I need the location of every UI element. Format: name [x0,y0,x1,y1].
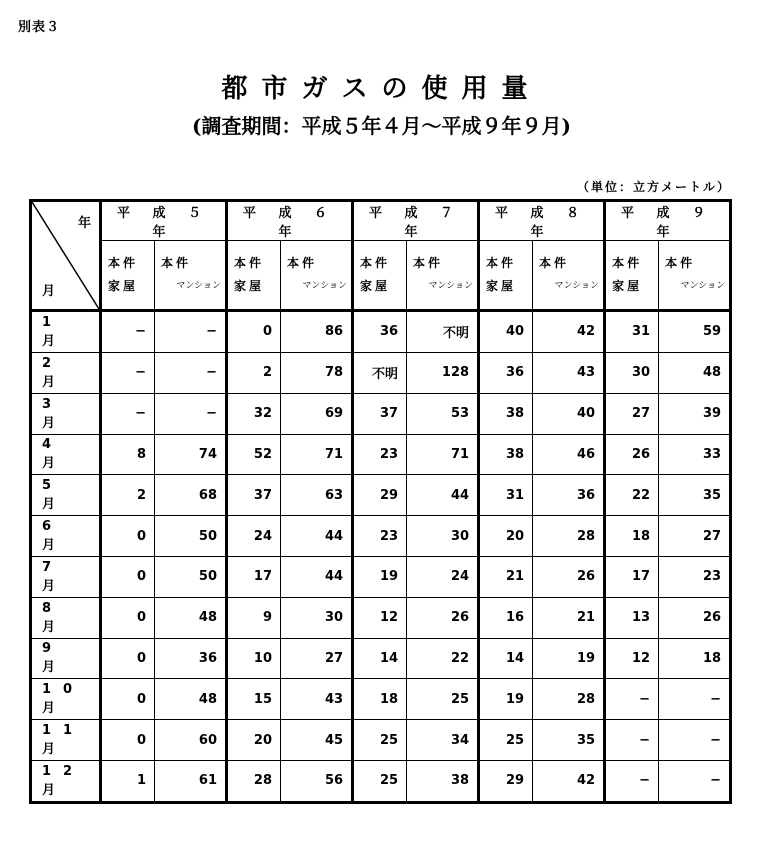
year-header: 平 成 ９ 年 [605,201,731,241]
mansion-usage-cell: 34 [407,720,479,761]
house-usage-cell: 14 [479,638,533,679]
table-row [31,475,731,516]
house-usage-cell: 2 [227,352,281,393]
house-usage-cell: 26 [605,434,659,475]
house-usage-cell: 15 [227,679,281,720]
mansion-usage-cell: 71 [407,434,479,475]
house-usage-cell: 29 [353,475,407,516]
mansion-header-line1: 本件 [161,256,192,270]
house-usage-cell: 14 [353,638,407,679]
mansion-usage-cell: 22 [407,638,479,679]
mansion-usage-cell: − [155,393,227,434]
house-usage-cell: − [605,720,659,761]
house-column-header [227,241,281,311]
month-cell: 7 月 [31,556,101,597]
house-header-line2: 家屋 [360,279,391,293]
corner-month-label: 月 [42,284,56,299]
house-usage-cell: 13 [605,597,659,638]
house-usage-cell: 25 [479,720,533,761]
mansion-usage-cell: 42 [533,311,605,353]
mansion-header-line2: マンション [176,281,222,291]
house-usage-cell: 12 [353,597,407,638]
mansion-usage-cell: 18 [659,638,731,679]
table-row [31,679,731,720]
mansion-usage-cell: 56 [281,760,353,802]
table-row [31,352,731,393]
mansion-usage-cell: 44 [407,475,479,516]
mansion-usage-cell: 21 [533,597,605,638]
table-row [31,434,731,475]
mansion-usage-cell: − [659,720,731,761]
mansion-usage-cell: 46 [533,434,605,475]
house-usage-cell: − [101,352,155,393]
house-usage-cell: 31 [479,475,533,516]
house-usage-cell: 0 [227,311,281,353]
month-cell: 11 月 [31,720,101,761]
house-usage-cell: 38 [479,393,533,434]
mansion-usage-cell: 63 [281,475,353,516]
mansion-usage-cell: 50 [155,556,227,597]
mansion-usage-cell: 69 [281,393,353,434]
mansion-usage-cell: 25 [407,679,479,720]
mansion-column-header [407,241,479,311]
house-usage-cell: 25 [353,720,407,761]
table-row [31,311,731,353]
house-header-line1: 本件 [360,256,391,270]
mansion-usage-cell: 53 [407,393,479,434]
mansion-usage-cell: 26 [659,597,731,638]
mansion-usage-cell: 128 [407,352,479,393]
house-usage-cell: 16 [479,597,533,638]
mansion-column-header [533,241,605,311]
mansion-header-line1: 本件 [287,256,318,270]
mansion-usage-cell: 86 [281,311,353,353]
house-usage-cell: 52 [227,434,281,475]
mansion-usage-cell: 23 [659,556,731,597]
house-usage-cell: 36 [353,311,407,353]
mansion-usage-cell: 60 [155,720,227,761]
mansion-usage-cell: − [659,679,731,720]
mansion-usage-cell: − [155,311,227,353]
month-cell: 4 月 [31,434,101,475]
house-header-line2: 家屋 [234,279,265,293]
house-usage-cell: 30 [605,352,659,393]
table-row [31,393,731,434]
table-row [31,516,731,557]
house-usage-cell: 0 [101,720,155,761]
mansion-usage-cell: 43 [533,352,605,393]
mansion-header-line1: 本件 [539,256,570,270]
house-usage-cell: 0 [101,556,155,597]
house-usage-cell: 21 [479,556,533,597]
house-usage-cell: − [605,679,659,720]
year-header: 平 成 ６ 年 [227,201,353,241]
mansion-usage-cell: 28 [533,679,605,720]
house-usage-cell: 37 [353,393,407,434]
year-header: 平 成 ８ 年 [479,201,605,241]
mansion-usage-cell: 33 [659,434,731,475]
house-usage-cell: − [605,760,659,802]
table-row [31,720,731,761]
mansion-usage-cell: 39 [659,393,731,434]
house-usage-cell: 0 [101,638,155,679]
mansion-usage-cell: 28 [533,516,605,557]
mansion-usage-cell: 36 [533,475,605,516]
house-column-header [605,241,659,311]
house-column-header [353,241,407,311]
house-header-line2: 家屋 [612,279,643,293]
house-usage-cell: 29 [479,760,533,802]
mansion-header-line2: マンション [302,281,348,291]
document-label: 別表３ [18,20,61,35]
house-header-line1: 本件 [486,256,517,270]
year-header: 平 成 ５ 年 [101,201,227,241]
mansion-usage-cell: 38 [407,760,479,802]
mansion-usage-cell: 26 [407,597,479,638]
table-row [31,638,731,679]
house-header-line2: 家屋 [486,279,517,293]
house-column-header [479,241,533,311]
house-usage-cell: 18 [605,516,659,557]
house-usage-cell: 2 [101,475,155,516]
month-cell: 12 月 [31,760,101,802]
mansion-usage-cell: 19 [533,638,605,679]
house-usage-cell: 0 [101,597,155,638]
month-cell: 1 月 [31,311,101,353]
house-usage-cell: 不明 [353,352,407,393]
house-usage-cell: 17 [227,556,281,597]
house-header-line1: 本件 [234,256,265,270]
mansion-column-header [281,241,353,311]
mansion-usage-cell: 71 [281,434,353,475]
house-usage-cell: 32 [227,393,281,434]
mansion-column-header [155,241,227,311]
month-cell: 6 月 [31,516,101,557]
survey-period: (調査期間：平成５年４月〜平成９年９月) [192,114,571,138]
house-usage-cell: 25 [353,760,407,802]
mansion-usage-cell: 74 [155,434,227,475]
mansion-usage-cell: 40 [533,393,605,434]
month-cell: 9 月 [31,638,101,679]
mansion-usage-cell: 30 [407,516,479,557]
house-usage-cell: 31 [605,311,659,353]
mansion-usage-cell: 50 [155,516,227,557]
month-cell: 8 月 [31,597,101,638]
document-title: 都市ガスの使用量 [221,74,542,104]
house-usage-cell: 36 [479,352,533,393]
year-header: 平 成 ７ 年 [353,201,479,241]
house-usage-cell: 8 [101,434,155,475]
mansion-column-header [659,241,731,311]
corner-header-cell [31,201,101,311]
house-usage-cell: 28 [227,760,281,802]
house-usage-cell: 1 [101,760,155,802]
mansion-header-line2: マンション [554,281,600,291]
house-usage-cell: 19 [353,556,407,597]
mansion-header-line2: マンション [680,281,726,291]
mansion-usage-cell: 45 [281,720,353,761]
mansion-usage-cell: 27 [659,516,731,557]
table-row [31,760,731,802]
mansion-usage-cell: 24 [407,556,479,597]
house-usage-cell: 37 [227,475,281,516]
house-usage-cell: 0 [101,516,155,557]
house-usage-cell: 23 [353,434,407,475]
house-usage-cell: 9 [227,597,281,638]
house-usage-cell: 20 [479,516,533,557]
house-usage-cell: 18 [353,679,407,720]
mansion-header-line1: 本件 [665,256,696,270]
corner-year-label: 年 [77,216,91,231]
mansion-usage-cell: 48 [659,352,731,393]
mansion-usage-cell: 27 [281,638,353,679]
mansion-usage-cell: 36 [155,638,227,679]
mansion-usage-cell: 43 [281,679,353,720]
mansion-usage-cell: − [659,760,731,802]
gas-usage-table [29,199,732,804]
mansion-usage-cell: 48 [155,679,227,720]
month-cell: 10 月 [31,679,101,720]
house-usage-cell: − [101,393,155,434]
mansion-usage-cell: 68 [155,475,227,516]
house-usage-cell: 40 [479,311,533,353]
house-usage-cell: 23 [353,516,407,557]
house-usage-cell: 20 [227,720,281,761]
unit-note: （単位：立方メートル） [576,180,731,194]
mansion-usage-cell: 30 [281,597,353,638]
mansion-usage-cell: 59 [659,311,731,353]
mansion-usage-cell: 不明 [407,311,479,353]
house-usage-cell: 27 [605,393,659,434]
house-usage-cell: 24 [227,516,281,557]
month-cell: 3 月 [31,393,101,434]
mansion-usage-cell: 26 [533,556,605,597]
house-usage-cell: 19 [479,679,533,720]
house-usage-cell: 0 [101,679,155,720]
mansion-usage-cell: 78 [281,352,353,393]
month-cell: 5 月 [31,475,101,516]
mansion-usage-cell: 61 [155,760,227,802]
mansion-usage-cell: 42 [533,760,605,802]
house-usage-cell: 17 [605,556,659,597]
house-header-line1: 本件 [612,256,643,270]
house-usage-cell: 22 [605,475,659,516]
house-usage-cell: − [101,311,155,353]
month-cell: 2 月 [31,352,101,393]
table-row [31,556,731,597]
mansion-usage-cell: 35 [659,475,731,516]
mansion-header-line2: マンション [428,281,474,291]
house-column-header [101,241,155,311]
house-usage-cell: 38 [479,434,533,475]
house-header-line1: 本件 [108,256,139,270]
mansion-usage-cell: 44 [281,516,353,557]
house-header-line2: 家屋 [108,279,139,293]
house-usage-cell: 10 [227,638,281,679]
mansion-usage-cell: − [155,352,227,393]
table-row [31,597,731,638]
mansion-usage-cell: 48 [155,597,227,638]
mansion-header-line1: 本件 [413,256,444,270]
house-usage-cell: 12 [605,638,659,679]
mansion-usage-cell: 44 [281,556,353,597]
mansion-usage-cell: 35 [533,720,605,761]
